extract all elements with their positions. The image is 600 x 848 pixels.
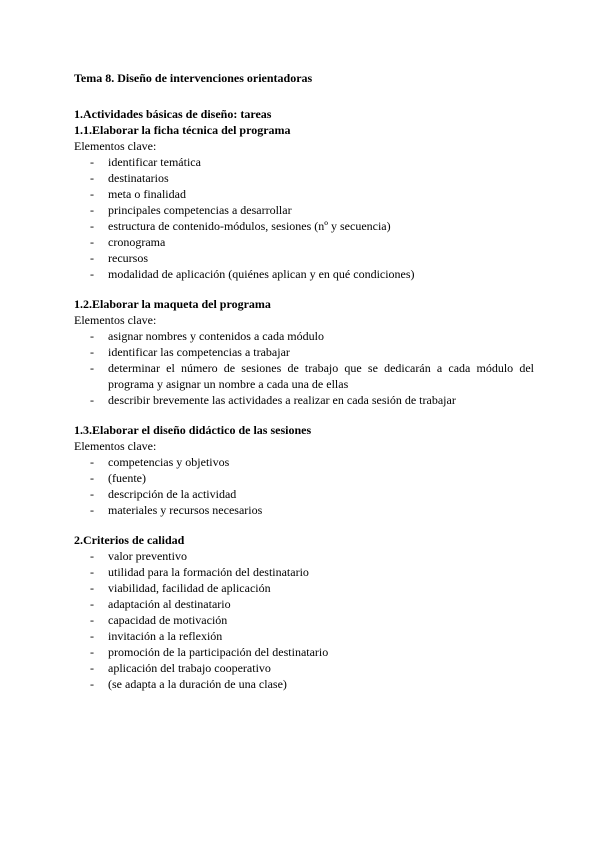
list-item bbox=[74, 612, 534, 628]
list-item-text: determinar el número de sesiones de trabajo que se dedicarán a cada módulo del programa y asignar un nombre a cada una de ellas bbox=[108, 361, 534, 391]
list-item bbox=[74, 218, 534, 234]
dash-bullet: - bbox=[90, 155, 94, 169]
list-item-text: descripción de la actividad bbox=[108, 487, 237, 501]
bullet-list bbox=[74, 154, 534, 282]
list-item bbox=[74, 202, 534, 218]
list-item bbox=[74, 392, 534, 408]
list-item bbox=[74, 266, 534, 282]
dash-bullet: - bbox=[90, 171, 94, 185]
bullet-list bbox=[74, 328, 534, 408]
key-elements-label: Elementos clave: bbox=[74, 139, 157, 153]
list-item bbox=[74, 660, 534, 676]
section-heading: 1.Actividades básicas de diseño: tareas bbox=[74, 107, 272, 121]
subsection-heading: 1.3.Elaborar el diseño didáctico de las sesiones bbox=[74, 423, 312, 437]
section-heading: 2.Criterios de calidad bbox=[74, 533, 185, 547]
dash-bullet: - bbox=[90, 187, 94, 201]
list-item-text: capacidad de motivación bbox=[108, 613, 228, 627]
list-item bbox=[74, 186, 534, 202]
list-item bbox=[74, 564, 534, 580]
dash-bullet: - bbox=[90, 661, 94, 675]
list-item bbox=[74, 250, 534, 266]
list-item-text: describir brevemente las actividades a realizar en cada sesión de trabajar bbox=[108, 393, 456, 407]
list-item-text: meta o finalidad bbox=[108, 187, 186, 201]
dash-bullet: - bbox=[90, 565, 94, 579]
dash-bullet: - bbox=[90, 677, 94, 691]
list-item bbox=[74, 344, 534, 360]
dash-bullet: - bbox=[90, 251, 94, 265]
dash-bullet: - bbox=[90, 455, 94, 469]
dash-bullet: - bbox=[90, 361, 94, 375]
list-item bbox=[74, 470, 534, 486]
list-item-text: asignar nombres y contenidos a cada módulo bbox=[108, 329, 324, 343]
list-item-text: recursos bbox=[108, 251, 148, 265]
list-item-text: estructura de contenido-módulos, sesiones (nº y secuencia) bbox=[108, 219, 391, 233]
list-item-text: destinatarios bbox=[108, 171, 169, 185]
dash-bullet: - bbox=[90, 219, 94, 233]
list-item-text: viabilidad, facilidad de aplicación bbox=[108, 581, 271, 595]
list-item bbox=[74, 154, 534, 170]
list-item bbox=[74, 328, 534, 344]
list-item bbox=[74, 596, 534, 612]
list-item-text: identificar las competencias a trabajar bbox=[108, 345, 290, 359]
dash-bullet: - bbox=[90, 629, 94, 643]
list-item bbox=[74, 234, 534, 250]
bullet-list bbox=[74, 454, 534, 518]
key-elements-label: Elementos clave: bbox=[74, 439, 157, 453]
dash-bullet: - bbox=[90, 267, 94, 281]
list-item-text: identificar temática bbox=[108, 155, 201, 169]
list-item-text: utilidad para la formación del destinatario bbox=[108, 565, 309, 579]
list-item bbox=[74, 360, 534, 392]
dash-bullet: - bbox=[90, 597, 94, 611]
list-item bbox=[74, 644, 534, 660]
dash-bullet: - bbox=[90, 235, 94, 249]
list-item-text: invitación a la reflexión bbox=[108, 629, 223, 643]
list-item bbox=[74, 486, 534, 502]
list-item-text: adaptación al destinatario bbox=[108, 597, 231, 611]
dash-bullet: - bbox=[90, 393, 94, 407]
list-item-text: promoción de la participación del destinatario bbox=[108, 645, 329, 659]
list-item-text: cronograma bbox=[108, 235, 166, 249]
key-elements-label: Elementos clave: bbox=[74, 313, 157, 327]
document-title: Tema 8. Diseño de intervenciones orientadoras bbox=[74, 71, 313, 85]
list-item bbox=[74, 580, 534, 596]
dash-bullet: - bbox=[90, 471, 94, 485]
list-item-text: aplicación del trabajo cooperativo bbox=[108, 661, 271, 675]
subsection-heading: 1.2.Elaborar la maqueta del programa bbox=[74, 297, 271, 311]
dash-bullet: - bbox=[90, 345, 94, 359]
dash-bullet: - bbox=[90, 549, 94, 563]
list-item-text: (fuente) bbox=[108, 471, 146, 485]
bullet-list bbox=[74, 548, 534, 692]
dash-bullet: - bbox=[90, 487, 94, 501]
list-item-text: modalidad de aplicación (quiénes aplican y en qué condiciones) bbox=[108, 267, 415, 281]
list-item bbox=[74, 628, 534, 644]
list-item-text: (se adapta a la duración de una clase) bbox=[108, 677, 287, 691]
list-item bbox=[74, 502, 534, 518]
dash-bullet: - bbox=[90, 503, 94, 517]
list-item-text: valor preventivo bbox=[108, 549, 187, 563]
dash-bullet: - bbox=[90, 613, 94, 627]
list-item bbox=[74, 454, 534, 470]
list-item bbox=[74, 548, 534, 564]
dash-bullet: - bbox=[90, 645, 94, 659]
list-item bbox=[74, 676, 534, 692]
list-item bbox=[74, 170, 534, 186]
list-item-text: principales competencias a desarrollar bbox=[108, 203, 292, 217]
dash-bullet: - bbox=[90, 581, 94, 595]
subsection-heading: 1.1.Elaborar la ficha técnica del programa bbox=[74, 123, 291, 137]
list-item-text: competencias y objetivos bbox=[108, 455, 230, 469]
dash-bullet: - bbox=[90, 203, 94, 217]
dash-bullet: - bbox=[90, 329, 94, 343]
document-body bbox=[74, 70, 534, 692]
list-item-text: materiales y recursos necesarios bbox=[108, 503, 263, 517]
